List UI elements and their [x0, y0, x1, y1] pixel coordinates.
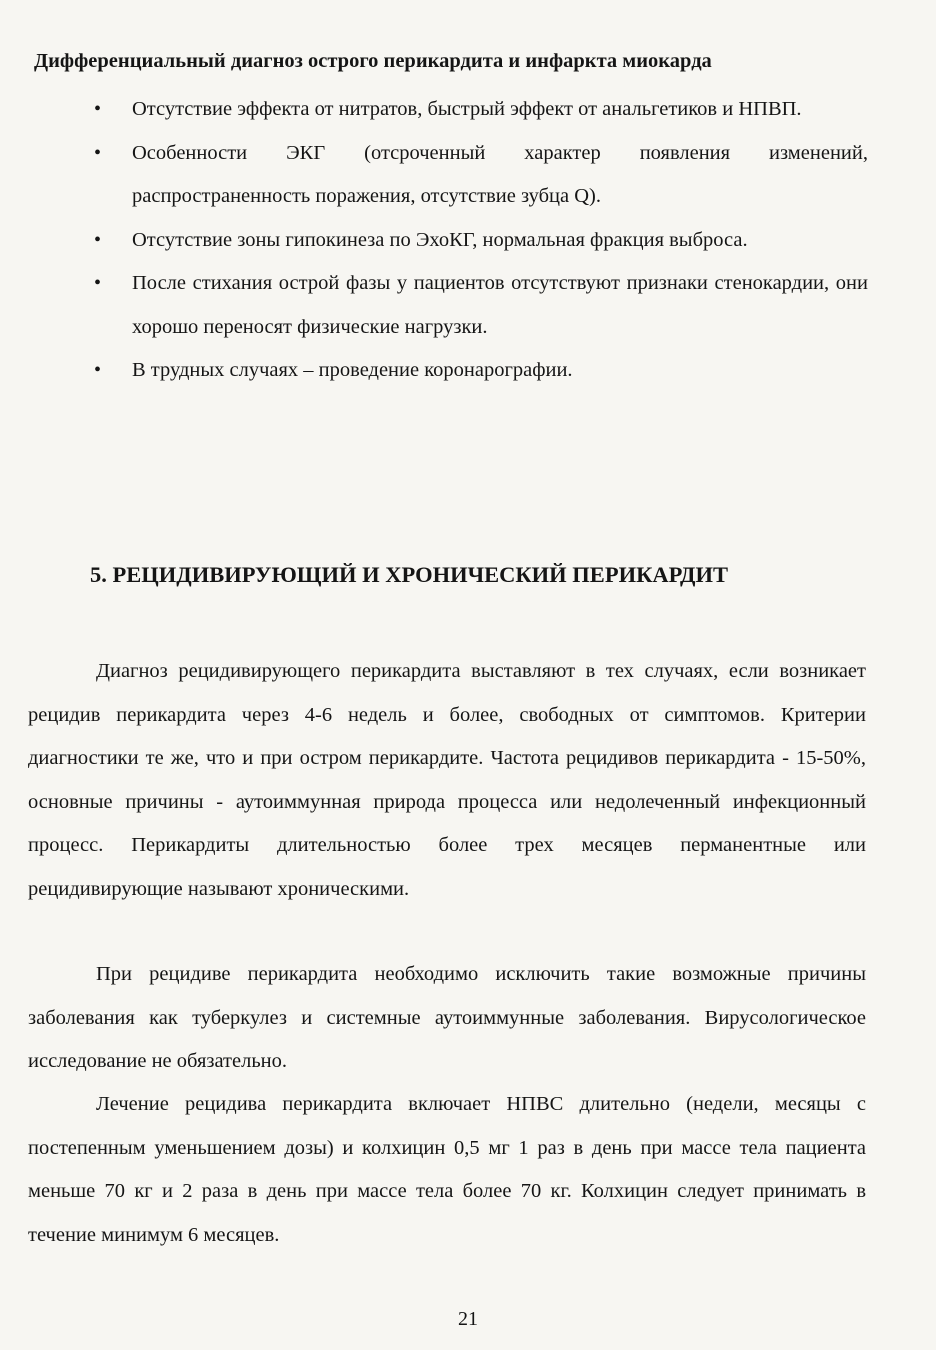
section-title: 5. РЕЦИДИВИРУЮЩИЙ И ХРОНИЧЕСКИЙ ПЕРИКАРДИТ: [90, 562, 728, 587]
criteria-item: [84, 349, 868, 393]
criteria-item-text: В трудных случаях – проведение коронарографии.: [132, 359, 573, 381]
paragraph-exclusion: При рецидиве перикардита необходимо исключить такие возможные причины заболевания как туберкулез и системные аутоиммунные заболевания. Вирусологическое исследование не обязательно.: [28, 963, 866, 1072]
paragraph-diagnosis: Диагноз рецидивирующего перикардита выставляют в тех случаях, если возникает рецидив перикардита через 4-6 недель и более, свободных от симптомов. Критерии диагностики те же, что и при остром перикардите. Частота рецидивов перикардита - 15-50%, основные причины - аутоиммунная природа процесса или недолеченный инфекционный процесс. Перикардиты длительностью более трех месяцев перманентные или рецидивирующие называют хроническими.: [28, 660, 866, 900]
criteria-item-text: Отсутствие эффекта от нитратов, быстрый эффект от анальгетиков и НПВП.: [132, 98, 802, 120]
differential-criteria-list: [84, 88, 868, 393]
bullet-marker: •: [94, 228, 102, 251]
criteria-item-text: Особенности ЭКГ (отсроченный характер появления изменений, распространенность поражения, отсутствие зубца Q).: [132, 141, 868, 207]
bullet-marker: •: [94, 359, 102, 381]
page-number: 21: [458, 1308, 478, 1330]
criteria-item: [84, 132, 868, 219]
criteria-item: [84, 219, 868, 263]
criteria-item: [84, 88, 868, 132]
criteria-item-text: После стихания острой фазы у пациентов отсутствуют признаки стенокардии, они хорошо переносят физические нагрузки.: [132, 272, 868, 338]
criteria-item: [84, 262, 868, 349]
bullet-marker: •: [94, 141, 102, 164]
differential-diagnosis-heading: Дифференциальный диагноз острого перикардита и инфаркта миокарда: [34, 50, 712, 72]
bullet-marker: •: [94, 98, 102, 120]
criteria-item-text: Отсутствие зоны гипокинеза по ЭхоКГ, нормальная фракция выброса.: [132, 228, 748, 251]
bullet-marker: •: [94, 272, 102, 294]
paragraph-treatment: Лечение рецидива перикардита включает НПВС длительно (недели, месяцы с постепенным уменьшением дозы) и колхицин 0,5 мг 1 раз в день при массе тела пациента меньше 70 кг и 2 раза в день при массе тела более 70 кг. Колхицин следует принимать в течение минимум 6 месяцев.: [28, 1093, 866, 1246]
